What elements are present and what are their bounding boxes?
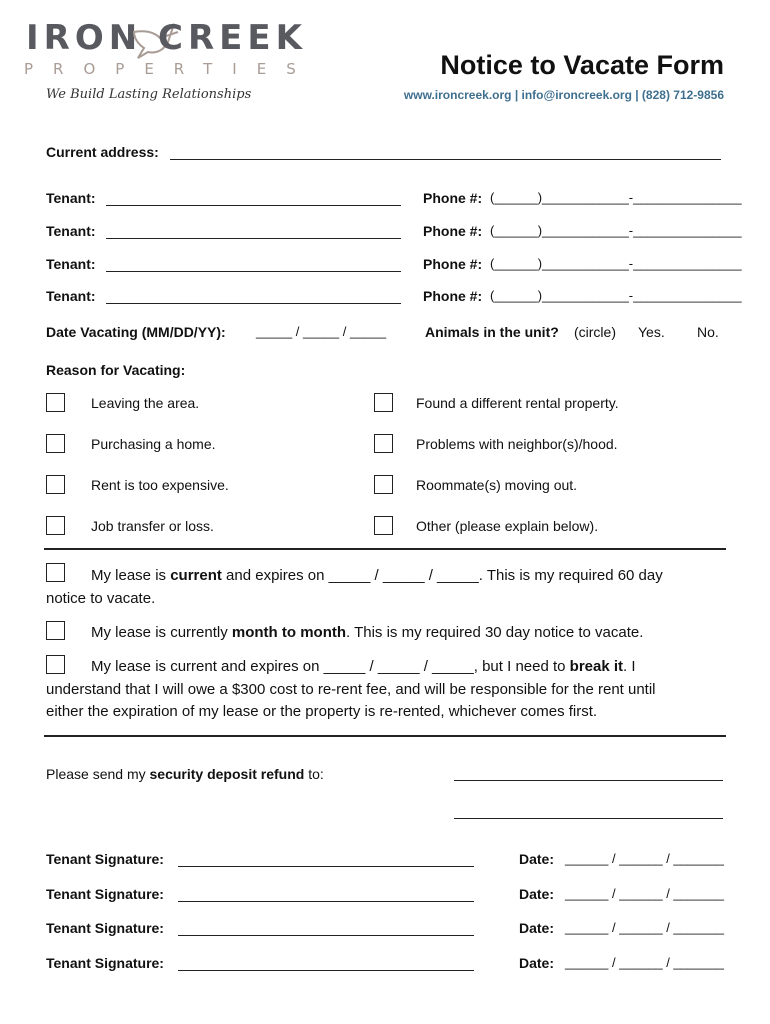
reason-checkbox-rent-expensive[interactable] xyxy=(46,475,65,494)
reason-label: Other (please explain below). xyxy=(416,518,599,534)
animals-label: Animals in the unit? xyxy=(425,324,559,340)
phone-label: Phone #: xyxy=(423,223,483,239)
contact-info: www.ironcreek.org | info@ironcreek.org | (828) 712-9856 xyxy=(403,88,724,102)
signature-label: Tenant Signature: xyxy=(46,886,164,902)
reason-checkbox-purchasing-home[interactable] xyxy=(46,434,65,453)
current-address-label: Current address: xyxy=(46,144,159,160)
phone-field[interactable]: (______)____________-_______________ xyxy=(490,288,742,303)
reason-checkbox-job-transfer[interactable] xyxy=(46,516,65,535)
refund-address-line-1[interactable] xyxy=(454,780,723,781)
tenant-label: Tenant: xyxy=(46,288,96,304)
reason-checkbox-leaving-area[interactable] xyxy=(46,393,65,412)
phone-field[interactable]: (______)____________-_______________ xyxy=(490,223,742,238)
signature-label: Tenant Signature: xyxy=(46,955,164,971)
reason-checkbox-neighbor-problems[interactable] xyxy=(374,434,393,453)
signature-field[interactable] xyxy=(178,901,474,902)
phone-label: Phone #: xyxy=(423,288,483,304)
phone-label: Phone #: xyxy=(423,190,483,206)
date-label: Date: xyxy=(519,920,555,936)
animals-yes-option[interactable]: Yes. xyxy=(638,324,665,340)
logo-word-iron: IRON xyxy=(26,18,143,58)
section-divider xyxy=(44,735,726,737)
lease-month-to-month-text: My lease is currently month to month. This is my required 30 day notice to vacate. xyxy=(91,624,644,641)
reason-label: Problems with neighbor(s)/hood. xyxy=(416,436,618,452)
date-field[interactable]: ______ / ______ / _______ xyxy=(565,920,725,935)
date-label: Date: xyxy=(519,955,555,971)
refund-label: Please send my security deposit refund to: xyxy=(46,766,324,782)
phone-field[interactable]: (______)____________-_______________ xyxy=(490,256,742,271)
signature-label: Tenant Signature: xyxy=(46,851,164,867)
date-label: Date: xyxy=(519,886,555,902)
reason-label: Found a different rental property. xyxy=(416,395,619,411)
date-field[interactable]: ______ / ______ / _______ xyxy=(565,886,725,901)
tenant-label: Tenant: xyxy=(46,256,96,272)
reason-heading: Reason for Vacating: xyxy=(46,362,186,378)
circle-hint: (circle) xyxy=(574,324,616,340)
reason-label: Roommate(s) moving out. xyxy=(416,477,578,493)
tenant-name-field[interactable] xyxy=(106,271,401,272)
reason-label: Leaving the area. xyxy=(91,395,200,411)
reason-checkbox-different-rental[interactable] xyxy=(374,393,393,412)
tenant-label: Tenant: xyxy=(46,223,96,239)
phone-label: Phone #: xyxy=(423,256,483,272)
tagline: We Build Lasting Relationships xyxy=(46,87,252,102)
animals-no-option[interactable]: No. xyxy=(697,324,719,340)
date-label: Date: xyxy=(519,851,555,867)
signature-field[interactable] xyxy=(178,970,474,971)
date-vacating-label: Date Vacating (MM/DD/YY): xyxy=(46,324,226,340)
refund-address-line-2[interactable] xyxy=(454,818,723,819)
current-address-field[interactable] xyxy=(170,159,721,160)
reason-label: Job transfer or loss. xyxy=(91,518,214,534)
signature-field[interactable] xyxy=(178,935,474,936)
date-field[interactable]: ______ / ______ / _______ xyxy=(565,851,725,866)
reason-label: Rent is too expensive. xyxy=(91,477,229,493)
tenant-name-field[interactable] xyxy=(106,205,401,206)
reason-checkbox-roommates[interactable] xyxy=(374,475,393,494)
section-divider xyxy=(44,548,726,550)
tenant-name-field[interactable] xyxy=(106,303,401,304)
date-vacating-field[interactable]: _____ / _____ / _____ xyxy=(256,324,387,339)
phone-field[interactable]: (______)____________-_______________ xyxy=(490,190,742,205)
reason-label: Purchasing a home. xyxy=(91,436,216,452)
tenant-label: Tenant: xyxy=(46,190,96,206)
reason-checkbox-other[interactable] xyxy=(374,516,393,535)
logo-word-creek: CREEK xyxy=(158,18,307,58)
lease-break-text: My lease is current and expires on _____ / _____ / _____, but I need to break it. I understand that I will owe a $300 cost to re-rent fee, and will be responsible for the rent until either the expiration of my lease or the property is re-rented, whichever comes first. xyxy=(46,658,656,720)
signature-field[interactable] xyxy=(178,866,474,867)
lease-current-text: My lease is current and expires on _____ / _____ / _____. This is my required 60 day notice to vacate. xyxy=(46,567,663,607)
signature-label: Tenant Signature: xyxy=(46,920,164,936)
tenant-name-field[interactable] xyxy=(106,238,401,239)
form-title: Notice to Vacate Form xyxy=(440,50,724,80)
logo-subtitle: PROPERTIES xyxy=(24,60,316,78)
date-field[interactable]: ______ / ______ / _______ xyxy=(565,955,725,970)
